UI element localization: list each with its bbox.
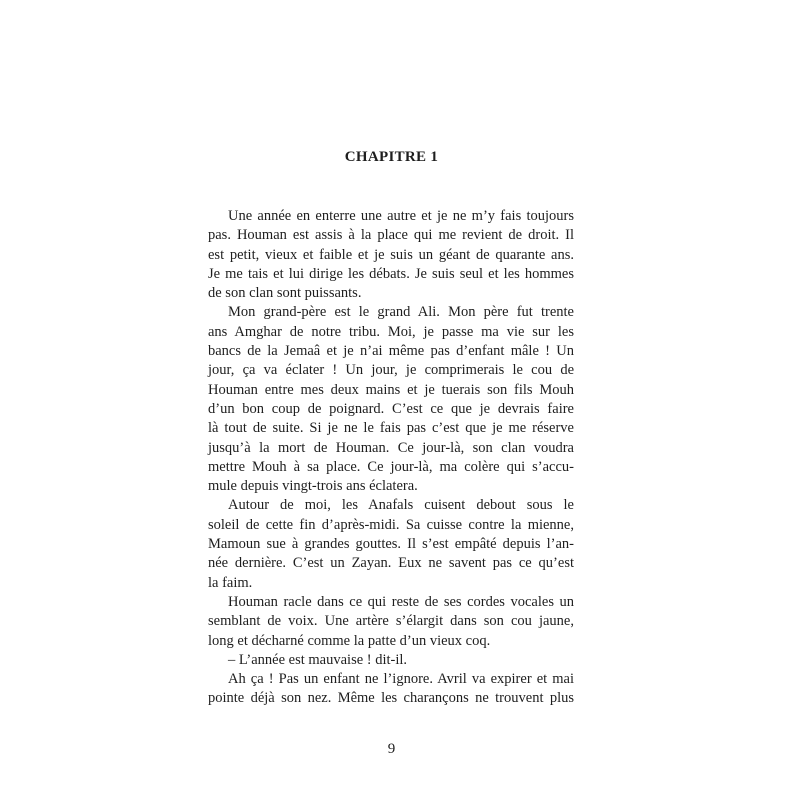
- text-line: Autour de moi, les Anafals cuisent debout sous le: [228, 497, 574, 514]
- text-line: semblant de voix. Une artère s’élargit dans son cou jaune,: [208, 613, 574, 630]
- page-number: 9: [387, 741, 396, 757]
- text-line: là tout de suite. Si je ne le fais pas c’est que je me réserve: [208, 420, 574, 437]
- text-line: la faim.: [208, 574, 253, 591]
- text-line: long et décharné comme la patte d’un vieux coq.: [208, 632, 491, 649]
- text-line: Mamoun sue à grandes gouttes. Il s’est empâté depuis l’an-: [208, 536, 574, 553]
- text-line: Mon grand-père est le grand Ali. Mon père fut trente: [228, 304, 574, 321]
- text-line: Ah ça ! Pas un enfant ne l’ignore. Avril va expirer et mai: [228, 671, 574, 688]
- text-line: pointe déjà son nez. Même les charançons ne trouvent plus: [208, 690, 574, 707]
- text-line: née dernière. C’est un Zayan. Eux ne savent pas ce qu’est: [208, 555, 574, 572]
- text-line: d’un bon coup de poignard. C’est ce que je devrais faire: [208, 400, 574, 417]
- chapter-title: CHAPITRE 1: [344, 149, 439, 165]
- text-line: jusqu’à la mort de Houman. Ce jour-là, son clan voudra: [208, 439, 574, 456]
- text-line: bancs de la Jemaâ et je n’ai même pas d’enfant mâle ! Un: [208, 343, 574, 360]
- chapter-body-text: [208, 207, 574, 709]
- text-line: mule depuis vingt-trois ans éclatera.: [208, 478, 418, 495]
- text-line: jour, ça va éclater ! Un jour, je comprimerais le cou de: [208, 362, 574, 379]
- text-line: Une année en enterre une autre et je ne m’y fais toujours: [228, 208, 574, 224]
- text-line: Houman racle dans ce qui reste de ses cordes vocales un: [228, 593, 574, 610]
- text-line: pas. Houman est assis à la place qui me revient de droit. Il: [208, 227, 574, 244]
- text-line: soleil de cette fin d’après-midi. Sa cuisse contre la mienne,: [208, 516, 574, 533]
- text-line: Houman entre mes deux mains et je tuerais son fils Mouh: [208, 381, 574, 398]
- text-line: Je me tais et lui dirige les débats. Je suis seul et les hommes: [208, 265, 574, 282]
- text-line: de son clan sont puissants.: [208, 285, 362, 302]
- text-line: mettre Mouh à sa place. Ce jour-là, ma colère qui s’accu-: [208, 458, 574, 475]
- text-line: – L’année est mauvaise ! dit-il.: [228, 651, 408, 668]
- text-line: est petit, vieux et faible et je suis un géant de quarante ans.: [208, 246, 574, 263]
- text-line: ans Amghar de notre tribu. Moi, je passe ma vie sur les: [208, 323, 574, 340]
